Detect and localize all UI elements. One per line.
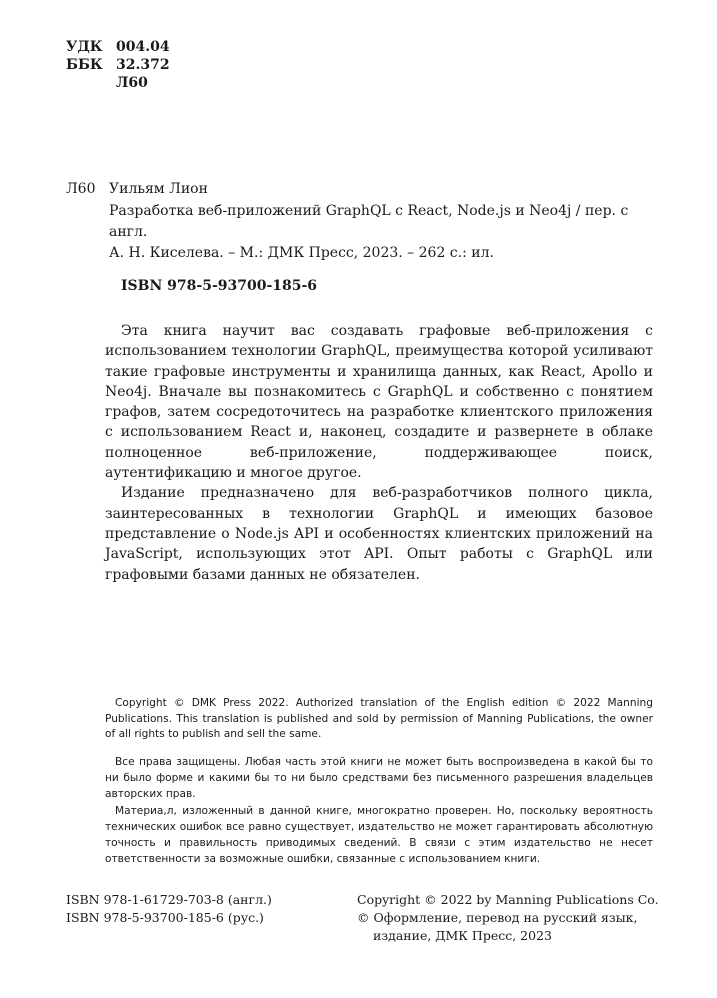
copyright-dmk-line1: © Оформление, перевод на русский язык, bbox=[357, 910, 638, 925]
abstract-paragraph-1: Эта книга научит вас создавать графовые веб-приложения с использованием технологии GraphQL, преимущества которой усиливают такие графовые инструменты и хранилища данных, как React, Apollo и Neo4j. Вначале вы познакомитесь с GraphQL и собственно с понятием графов, затем сосредоточитесь на разработке клиентского приложения с использованием React и, наконец, создадите и развернете в облаке полноценное веб-приложение, поддерживающее поиск, аутентификацию и многое другое. bbox=[105, 323, 653, 482]
copyright-dmk-line2: издание, ДМК Пресс, 2023 bbox=[373, 928, 552, 943]
rights-notice bbox=[105, 754, 653, 867]
english-copyright-text: Copyright © DMK Press 2022. Authorized translation of the English edition © 2022 Manning Publications. This translation is published and sold by permission of Manning Publications, the owner of all rights to publish and sell the same. bbox=[105, 697, 653, 740]
footer-isbn-list bbox=[66, 891, 272, 927]
author-name: Уильям Лион bbox=[109, 181, 208, 197]
biblio-description bbox=[109, 201, 669, 264]
biblio-description-line2: А. Н. Киселева. – М.: ДМК Пресс, 2023. – 262 с.: ил. bbox=[109, 245, 494, 261]
biblio-description-line1: Разработка веб-приложений GraphQL с React, Node.js и Neo4j / пер. с англ. bbox=[109, 203, 629, 240]
footer-copyrights bbox=[357, 891, 659, 945]
bbk-label: ББК bbox=[66, 57, 103, 73]
author-mark: Л60 bbox=[116, 75, 148, 91]
isbn-main: ISBN 978-5-93700-185-6 bbox=[121, 278, 318, 294]
classification-block bbox=[66, 38, 170, 92]
rights-paragraph-2: Материа,л, изложенный в данной книге, многократно проверен. Но, поскольку вероятность технических ошибок все равно существует, издательство не может гарантировать абсолютную точность и правильность приводимых сведений. В связи с этим издательство не несет ответственности за возможные ошибки, связанные с использованием книги. bbox=[105, 805, 653, 865]
copyright-manning: Copyright © 2022 by Manning Publications Co. bbox=[357, 892, 659, 907]
isbn-english: ISBN 978-1-61729-703-8 (англ.) bbox=[66, 892, 272, 907]
isbn-russian: ISBN 978-5-93700-185-6 (рус.) bbox=[66, 910, 264, 925]
udk-label: УДК bbox=[66, 39, 103, 55]
abstract bbox=[105, 321, 653, 585]
udk-value: 004.04 bbox=[116, 39, 170, 55]
bbk-value: 32.372 bbox=[116, 57, 170, 73]
rights-paragraph-1: Все права защищены. Любая часть этой книги не может быть воспроизведена в какой бы то ни было форме и какими бы то ни было средствами без письменного разрешения владельцев авторских прав. bbox=[105, 756, 653, 800]
udk-row bbox=[66, 38, 170, 56]
abstract-paragraph-2: Издание предназначено для веб-разработчиков полного цикла, заинтересованных в технологии GraphQL и имеющих базовое представление о Node.js API и особенностях клиентских приложений на JavaScript, использующих этот API. Опыт работы с GraphQL или графовыми базами данных не обязателен. bbox=[105, 485, 653, 583]
biblio-code: Л60 bbox=[66, 181, 96, 197]
english-copyright-notice bbox=[105, 696, 653, 743]
bbk-row bbox=[66, 56, 170, 74]
